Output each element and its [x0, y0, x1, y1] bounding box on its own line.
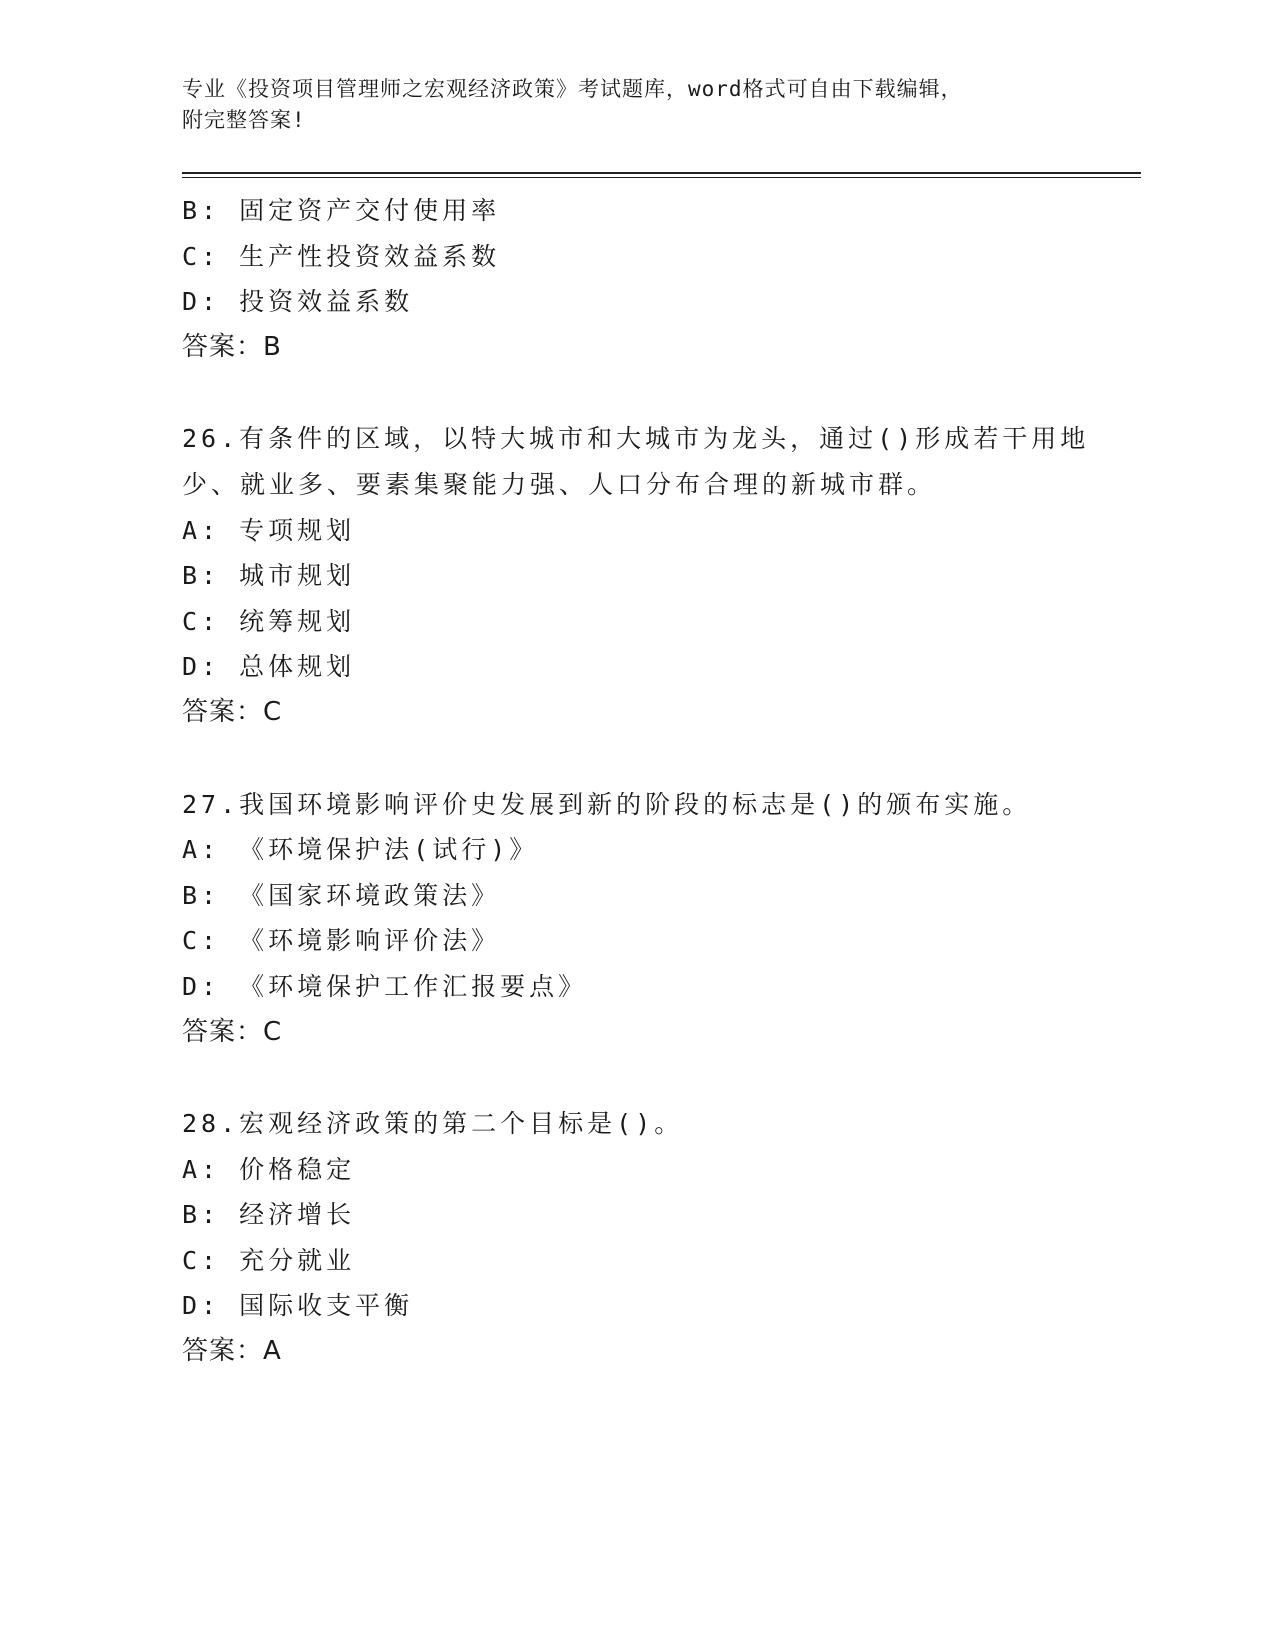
answer-line: 答案：C	[182, 1016, 283, 1047]
header-line-2: 附完整答案!	[182, 108, 306, 132]
option-c: C: 《环境影响评价法》	[182, 926, 501, 956]
option-d: D: 《环境保护工作汇报要点》	[182, 971, 588, 1001]
answer-line: 答案：B	[182, 331, 282, 362]
option-d: D: 总体规划	[182, 652, 356, 682]
option-c: C: 充分就业	[182, 1245, 356, 1275]
option-c: C: 生产性投资效益系数	[182, 241, 501, 271]
header-divider-thick	[182, 172, 1141, 174]
question-block-continued	[182, 188, 1082, 370]
question-block-27	[182, 782, 1082, 1056]
option-c: C: 统筹规划	[182, 606, 356, 636]
question-stem: 28.宏观经济政策的第二个目标是()。	[182, 1109, 684, 1139]
option-b: B: 城市规划	[182, 561, 356, 591]
option-d: D: 投资效益系数	[182, 287, 414, 317]
document-header	[182, 74, 1142, 136]
question-list	[182, 188, 1090, 1375]
answer-line: 答案：A	[182, 1336, 282, 1367]
option-b: B: 《国家环境政策法》	[182, 880, 501, 910]
option-b: B: 固定资产交付使用率	[182, 196, 501, 225]
question-stem: 27.我国环境影响评价史发展到新的阶段的标志是()的颁布实施。	[182, 789, 1032, 819]
option-a: A: 专项规划	[182, 515, 356, 545]
option-a: A: 价格稳定	[182, 1154, 356, 1184]
question-stem-line-2: 少、就业多、要素集聚能力强、人口分布合理的新城市群。	[182, 469, 937, 499]
option-a: A: 《环境保护法(试行)》	[182, 835, 539, 865]
question-stem-line-1: 26.有条件的区域，以特大城市和大城市为龙头，通过()形成若干用地	[182, 424, 1090, 454]
question-block-26	[182, 416, 1090, 735]
header-divider-thin	[182, 177, 1141, 178]
question-block-28	[182, 1101, 1082, 1375]
answer-line: 答案：C	[182, 696, 283, 727]
option-b: B: 经济增长	[182, 1200, 356, 1230]
header-line-1: 专业《投资项目管理师之宏观经济政策》考试题库，word格式可自由下载编辑，	[182, 77, 963, 101]
option-d: D: 国际收支平衡	[182, 1291, 414, 1321]
